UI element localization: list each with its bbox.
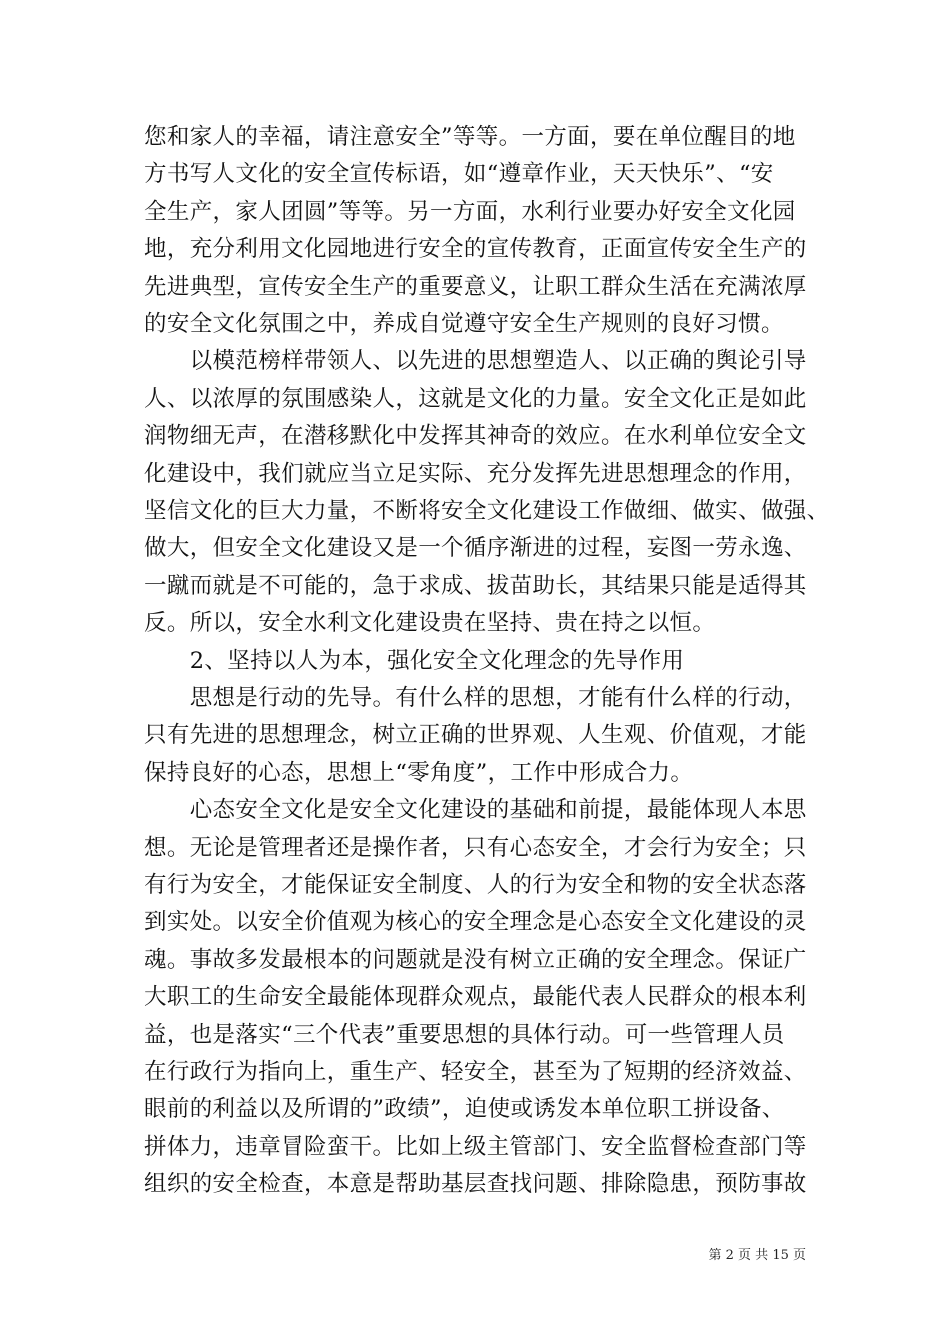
text-line: 全生产，家人团圆”等等。另一方面，水利行业要办好安全文化园 (144, 198, 796, 225)
text-line: 在行政行为指向上，重生产、轻安全，甚至为了短期的经济效益、 (144, 1059, 807, 1085)
text-line: 人、以浓厚的氛围感染人，这就是文化的力量。安全文化正是如此 (144, 385, 807, 412)
text-line: 坚信文化的巨大力量，不断将安全文化建设工作做细、做实、做强、 (144, 498, 830, 524)
text-line: 到实处。以安全价值观为核心的安全理念是心态安全文化建设的灵 (144, 909, 807, 936)
text-line: 思想是行动的先导。有什么样的思想，才能有什么样的行动， (144, 685, 807, 711)
text-line: 您和家人的幸福，请注意安全”等等。一方面，要在单位醒目的地 (144, 124, 796, 150)
text-line: 拼体力，违章冒险蛮干。比如上级主管部门、安全监督检查部门等 (144, 1133, 807, 1160)
text-line: 心态安全文化是安全文化建设的基础和前提，最能体现人本思 (144, 797, 807, 824)
text-line: 方书写人文化的安全宣传标语，如“遵章作业，天天快乐”、“安 (144, 161, 774, 188)
text-line: 眼前的利益以及所谓的”政绩”，迫使或诱发本单位职工拼设备、 (144, 1096, 785, 1123)
text-line: 反。所以，安全水利文化建设贵在坚持、贵在持之以恒。 (144, 610, 716, 637)
text-line: 只有先进的思想理念，树立正确的世界观、人生观、价值观，才能 (144, 722, 807, 749)
text-line: 魂。事故多发最根本的问题就是没有树立正确的安全理念。保证广 (144, 946, 807, 973)
text-line: 保持良好的心态，思想上“零角度”，工作中形成合力。 (144, 759, 694, 786)
text-line: 先进典型，宣传安全生产的重要意义，让职工群众生活在充满浓厚 (144, 273, 807, 300)
text-line: 地，充分利用文化园地进行安全的宣传教育，正面宣传安全生产的 (144, 236, 807, 263)
text-line: 大职工的生命安全最能体现群众观点，最能代表人民群众的根本利 (144, 984, 807, 1011)
text-line: 想。无论是管理者还是操作者，只有心态安全，才会行为安全；只 (144, 834, 807, 861)
text-line: 以模范榜样带领人、以先进的思想塑造人、以正确的舆论引导 (144, 348, 807, 375)
text-line: 化建设中，我们就应当立足实际、充分发挥先进思想理念的作用， (144, 460, 807, 487)
text-line: 润物细无声，在潜移默化中发挥其神奇的效应。在水利单位安全文 (144, 423, 807, 450)
text-line: 组织的安全检查，本意是帮助基层查找问题、排除隐患，预防事故 (144, 1171, 807, 1198)
text-line: 一蹴而就是不可能的，急于求成、拔苗助长，其结果只能是适得其 (144, 572, 807, 599)
text-line: 有行为安全，才能保证安全制度、人的行为安全和物的安全状态落 (144, 872, 807, 898)
page-number-footer: 第 2 页 共 15 页 (708, 1248, 806, 1263)
text-line: 做大，但安全文化建设又是一个循序渐进的过程，妄图一劳永逸、 (144, 535, 807, 562)
text-line: 益，也是落实“三个代表”重要思想的具体行动。可一些管理人员 (144, 1021, 785, 1048)
text-line: 的安全文化氛围之中，养成自觉遵守安全生产规则的良好习惯。 (144, 311, 784, 337)
text-line: 2、坚持以人为本，强化安全文化理念的先导作用 (144, 647, 685, 674)
